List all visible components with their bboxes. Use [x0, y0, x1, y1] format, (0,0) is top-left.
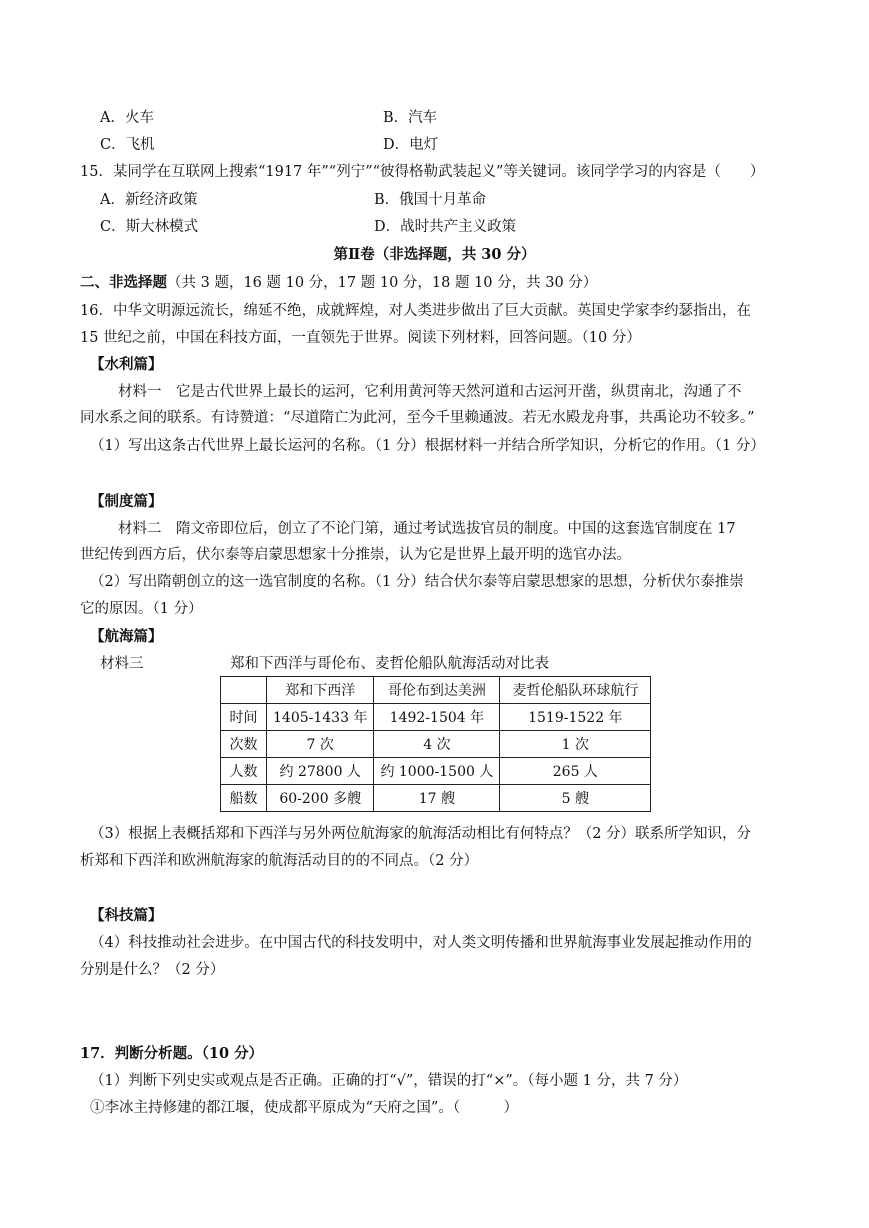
table-header-cell: 哥伦布到达美洲: [374, 677, 500, 704]
section2-note: （共 3 题，16 题 10 分，17 题 10 分，18 题 10 分，共 30 分）: [167, 275, 598, 291]
voyage-comparison-table: [220, 676, 651, 812]
table-cell: 1519-1522 年: [500, 704, 651, 731]
system-heading: 【制度篇】: [90, 493, 163, 510]
q16-part2-line1: （2）写出隋朝创立的这一选官制度的名称。（1 分）结合伏尔泰等启蒙思想家的思想，分析伏尔泰推崇: [90, 574, 744, 590]
q16-part1: （1）写出这条古代世界上最长运河的名称。（1 分）根据材料一并结合所学知识，分析它的作用。（1 分）: [90, 438, 765, 454]
tech-heading: 【科技篇】: [90, 907, 163, 924]
material3-label: 材料三: [100, 656, 144, 672]
material2-line1: 材料二 隋文帝即位后，创立了不论门第，通过考试选拔官员的制度。中国的这套选官制度在 17: [118, 521, 736, 537]
q17-title: 17．判断分析题。（10 分）: [80, 1045, 264, 1062]
table-title: 郑和下西洋与哥伦布、麦哲伦船队航海活动对比表: [230, 656, 549, 672]
q15-option-a: A．新经济政策: [100, 192, 198, 208]
table-row-label: 次数: [221, 731, 267, 758]
table-row-label: 船数: [221, 785, 267, 812]
q16-intro-line1: 16．中华文明源远流长，绵延不绝，成就辉煌，对人类进步做出了巨大贡献。英国史学家李约瑟指出，在: [80, 303, 751, 319]
table-cell: 4 次: [374, 731, 500, 758]
table-row-label: 人数: [221, 758, 267, 785]
table-header-cell: 郑和下西洋: [267, 677, 374, 704]
table-row: [221, 704, 651, 731]
q16-part3-line2: 析郑和下西洋和欧洲航海家的航海活动目的的不同点。（2 分）: [80, 853, 479, 869]
table-cell: 1 次: [500, 731, 651, 758]
q15-stem: 15．某同学在互联网上搜索“1917 年”“列宁”“彼得格勒武装起义”等关键词。该同学学习的内容是（ ）: [80, 164, 765, 180]
table-row: [221, 731, 651, 758]
q16-part2-line2: 它的原因。（1 分）: [80, 601, 203, 617]
q15-option-b: B．俄国十月革命: [374, 192, 487, 208]
table-header-row: [221, 677, 651, 704]
table-cell: 1405-1433 年: [267, 704, 374, 731]
q14-option-d: D．电灯: [383, 137, 439, 153]
material1-line1: 材料一 它是古代世界上最长的运河，它利用黄河等天然河道和古运河开凿，纵贯南北，沟通了不: [118, 384, 742, 400]
table-cell: 17 艘: [374, 785, 500, 812]
table-cell: [221, 677, 267, 704]
section2-label: 二、非选择题: [80, 274, 167, 291]
q14-option-b: B．汽车: [383, 110, 438, 126]
section2-heading: [80, 273, 597, 293]
material1-line2: 同水系之间的联系。有诗赞道：“尽道隋亡为此河，至今千里赖通波。若无水殿龙舟事，共禹论功不较多。”: [80, 410, 755, 426]
table-cell: 60-200 多艘: [267, 785, 374, 812]
table-row-label: 时间: [221, 704, 267, 731]
part2-title: 第Ⅱ卷（非选择题，共 30 分）: [333, 246, 536, 263]
q14-option-c: C．飞机: [100, 137, 155, 153]
q15-option-d: D．战时共产主义政策: [374, 219, 517, 235]
q16-part4-line2: 分别是什么？（2 分）: [80, 962, 225, 978]
q16-part3-line1: （3）根据上表概括郑和下西洋与另外两位航海家的航海活动相比有何特点？（2 分）联系所学知识，分: [90, 826, 752, 842]
material2-line2: 世纪传到西方后，伏尔泰等启蒙思想家十分推崇，认为它是世界上最开明的选官办法。: [80, 547, 631, 563]
table-header-cell: 麦哲伦船队环球航行: [500, 677, 651, 704]
navigation-heading: 【航海篇】: [90, 628, 163, 645]
q14-option-a: A．火车: [100, 110, 154, 126]
table-cell: 5 艘: [500, 785, 651, 812]
q17-part1: （1）判断下列史实或观点是否正确。正确的打“√”，错误的打“×”。（每小题 1 分，共 7 分）: [90, 1073, 688, 1089]
q16-intro-line2: 15 世纪之前，中国在科技方面，一直领先于世界。阅读下列材料，回答问题。（10 分）: [80, 330, 641, 346]
table-row: [221, 758, 651, 785]
table-cell: 约 27800 人: [267, 758, 374, 785]
table-cell: 约 1000-1500 人: [374, 758, 500, 785]
table-cell: 265 人: [500, 758, 651, 785]
q16-part4-line1: （4）科技推动社会进步。在中国古代的科技发明中，对人类文明传播和世界航海事业发展起推动作用的: [90, 935, 752, 951]
table-row: [221, 785, 651, 812]
q17-item1: ①李冰主持修建的都江堰，使成都平原成为“天府之国”。（ ）: [90, 1100, 519, 1116]
q15-option-c: C．斯大林模式: [100, 219, 199, 235]
table-cell: 7 次: [267, 731, 374, 758]
water-heading: 【水利篇】: [90, 356, 163, 373]
table-cell: 1492-1504 年: [374, 704, 500, 731]
